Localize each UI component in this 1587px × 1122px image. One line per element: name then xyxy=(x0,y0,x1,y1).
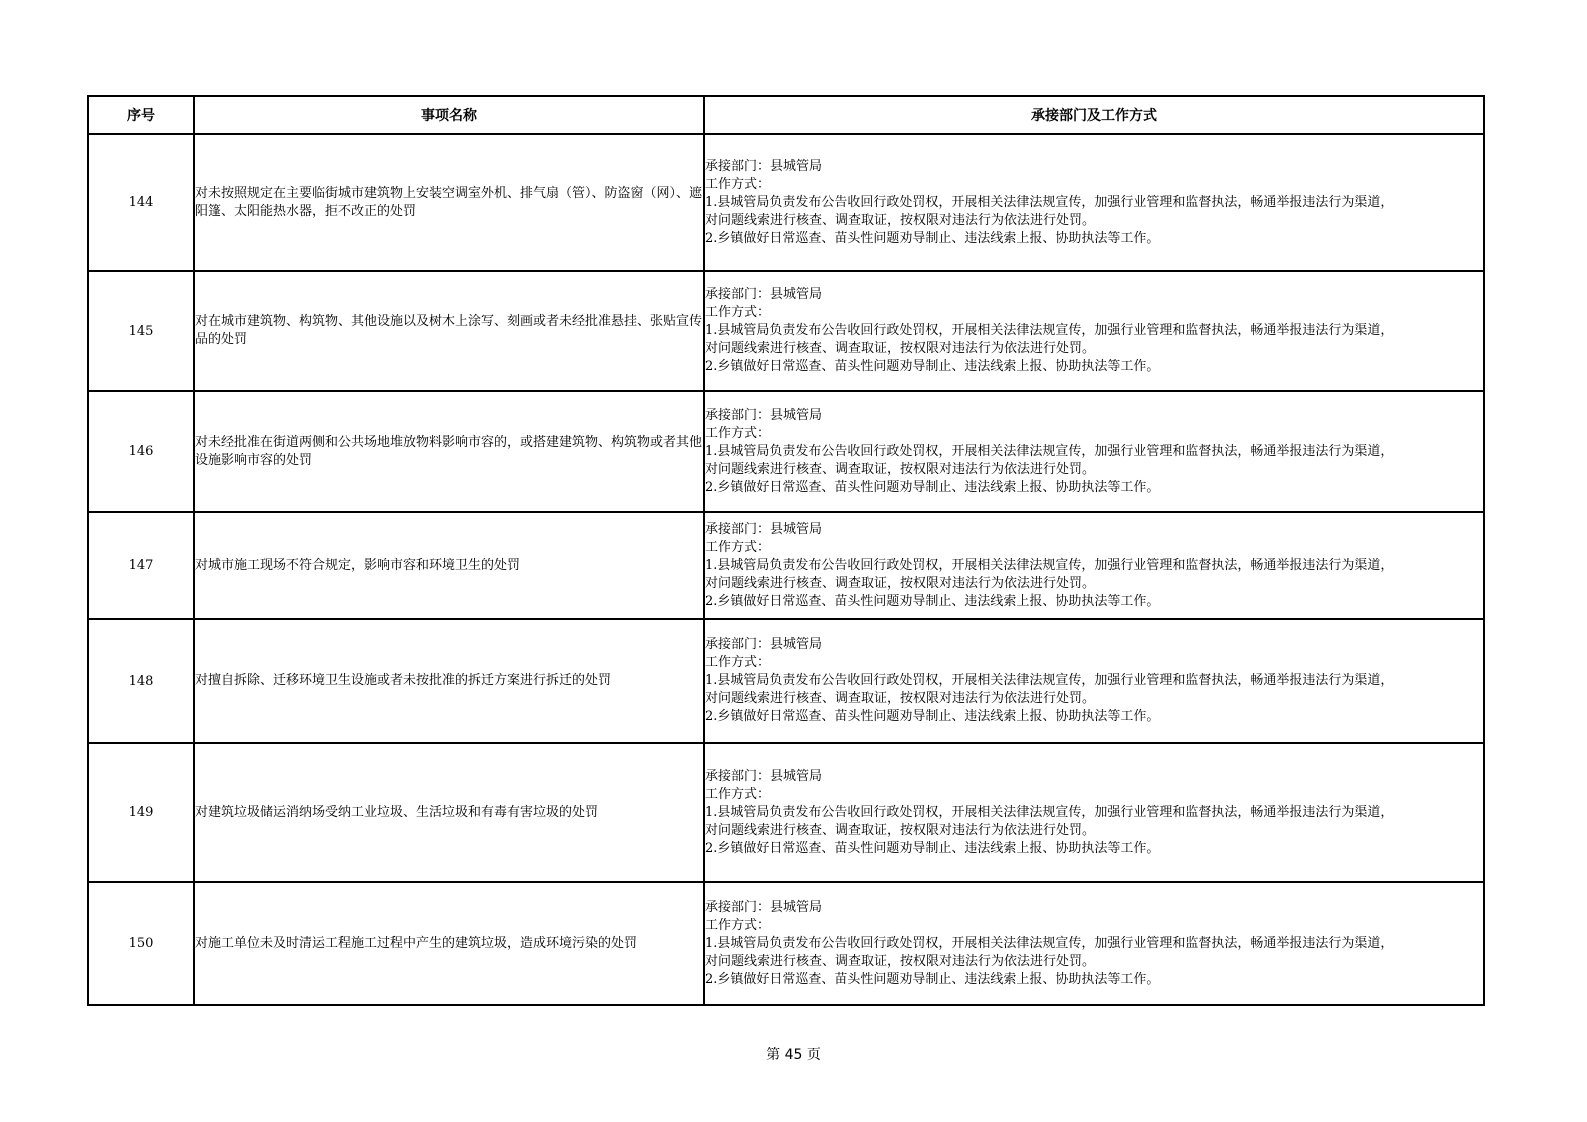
row-matter-name: 对建筑垃圾储运消纳场受纳工业垃圾、生活垃圾和有毒有害垃圾的处罚 xyxy=(194,743,704,882)
row-serial-number: 147 xyxy=(88,512,194,619)
method-title: 工作方式： xyxy=(705,917,771,933)
row-serial-number: 145 xyxy=(88,271,194,391)
row-department-method xyxy=(704,619,1484,743)
method-step-1-cont: 对问题线索进行核查、调查取证，按权限对违法行为依法进行处罚。 xyxy=(705,575,1096,591)
header-matter-name: 事项名称 xyxy=(194,96,704,134)
row-serial-number: 144 xyxy=(88,134,194,271)
method-step-2: 2.乡镇做好日常巡查、苗头性问题劝导制止、违法线索上报、协助执法等工作。 xyxy=(705,709,1160,724)
row-serial-number: 146 xyxy=(88,391,194,512)
department-line: 承接部门：县城管局 xyxy=(705,637,823,652)
row-department-method xyxy=(704,512,1484,619)
table-header-row xyxy=(88,96,1484,134)
method-step-1: 1.县城管局负责发布公告收回行政处罚权，开展相关法律法规宣传，加强行业管理和监督执法，畅通举报违法行为渠道， xyxy=(705,323,1394,338)
row-department-method xyxy=(704,134,1484,271)
department-line: 承接部门：县城管局 xyxy=(705,158,823,174)
row-matter-name: 对在城市建筑物、构筑物、其他设施以及树木上涂写、刻画或者未经批准悬挂、张贴宣传品的处罚 xyxy=(194,271,704,391)
method-step-1: 1.县城管局负责发布公告收回行政处罚权，开展相关法律法规宣传，加强行业管理和监督执法，畅通举报违法行为渠道， xyxy=(705,935,1394,951)
row-department-method xyxy=(704,391,1484,512)
method-step-1: 1.县城管局负责发布公告收回行政处罚权，开展相关法律法规宣传，加强行业管理和监督执法，畅通举报违法行为渠道， xyxy=(705,194,1394,210)
row-matter-name: 对擅自拆除、迁移环境卫生设施或者未按批准的拆迁方案进行拆迁的处罚 xyxy=(194,619,704,743)
page-number: 第 45 页 xyxy=(766,1047,821,1063)
method-title: 工作方式： xyxy=(705,655,771,670)
row-matter-name: 对施工单位未及时清运工程施工过程中产生的建筑垃圾，造成环境污染的处罚 xyxy=(194,882,704,1005)
table-row xyxy=(88,743,1484,882)
table-row xyxy=(88,882,1484,1005)
header-serial-number: 序号 xyxy=(88,96,194,134)
row-matter-name: 对未经批准在街道两侧和公共场地堆放物料影响市容的，或搭建建筑物、构筑物或者其他设施影响市容的处罚 xyxy=(194,391,704,512)
table-row xyxy=(88,134,1484,271)
method-step-2: 2.乡镇做好日常巡查、苗头性问题劝导制止、违法线索上报、协助执法等工作。 xyxy=(705,840,1160,856)
table-row xyxy=(88,512,1484,619)
row-serial-number: 150 xyxy=(88,882,194,1005)
method-step-1-cont: 对问题线索进行核查、调查取证，按权限对违法行为依法进行处罚。 xyxy=(705,461,1096,477)
row-matter-name: 对城市施工现场不符合规定，影响市容和环境卫生的处罚 xyxy=(194,512,704,619)
method-title: 工作方式： xyxy=(705,539,771,555)
method-step-1-cont: 对问题线索进行核查、调查取证，按权限对违法行为依法进行处罚。 xyxy=(705,822,1096,838)
matters-table xyxy=(87,95,1485,1006)
department-line: 承接部门：县城管局 xyxy=(705,768,823,784)
method-step-2: 2.乡镇做好日常巡查、苗头性问题劝导制止、违法线索上报、协助执法等工作。 xyxy=(705,479,1160,495)
row-department-method xyxy=(704,882,1484,1005)
method-step-1: 1.县城管局负责发布公告收回行政处罚权，开展相关法律法规宣传，加强行业管理和监督执法，畅通举报违法行为渠道， xyxy=(705,804,1394,820)
row-department-method xyxy=(704,743,1484,882)
method-title: 工作方式： xyxy=(705,305,771,320)
method-step-1-cont: 对问题线索进行核查、调查取证，按权限对违法行为依法进行处罚。 xyxy=(705,212,1096,228)
row-department-method xyxy=(704,271,1484,391)
method-step-1: 1.县城管局负责发布公告收回行政处罚权，开展相关法律法规宣传，加强行业管理和监督执法，畅通举报违法行为渠道， xyxy=(705,443,1394,459)
row-serial-number: 148 xyxy=(88,619,194,743)
method-step-2: 2.乡镇做好日常巡查、苗头性问题劝导制止、违法线索上报、协助执法等工作。 xyxy=(705,593,1160,609)
department-line: 承接部门：县城管局 xyxy=(705,521,823,537)
department-line: 承接部门：县城管局 xyxy=(705,407,823,423)
table-row xyxy=(88,619,1484,743)
row-matter-name: 对未按照规定在主要临街城市建筑物上安装空调室外机、排气扇（管）、防盗窗（网）、遮阳篷、太阳能热水器，拒不改正的处罚 xyxy=(194,134,704,271)
department-line: 承接部门：县城管局 xyxy=(705,899,823,915)
method-title: 工作方式： xyxy=(705,786,771,802)
method-title: 工作方式： xyxy=(705,425,771,441)
header-department-method: 承接部门及工作方式 xyxy=(704,96,1484,134)
method-step-1: 1.县城管局负责发布公告收回行政处罚权，开展相关法律法规宣传，加强行业管理和监督执法，畅通举报违法行为渠道， xyxy=(705,557,1394,573)
table-row xyxy=(88,391,1484,512)
method-step-1-cont: 对问题线索进行核查、调查取证，按权限对违法行为依法进行处罚。 xyxy=(705,691,1096,706)
department-line: 承接部门：县城管局 xyxy=(705,287,823,302)
table-row xyxy=(88,271,1484,391)
method-title: 工作方式： xyxy=(705,176,771,192)
method-step-1-cont: 对问题线索进行核查、调查取证，按权限对违法行为依法进行处罚。 xyxy=(705,953,1096,969)
method-step-2: 2.乡镇做好日常巡查、苗头性问题劝导制止、违法线索上报、协助执法等工作。 xyxy=(705,359,1160,374)
row-serial-number: 149 xyxy=(88,743,194,882)
method-step-1: 1.县城管局负责发布公告收回行政处罚权，开展相关法律法规宣传，加强行业管理和监督执法，畅通举报违法行为渠道， xyxy=(705,673,1394,688)
method-step-2: 2.乡镇做好日常巡查、苗头性问题劝导制止、违法线索上报、协助执法等工作。 xyxy=(705,230,1160,246)
method-step-2: 2.乡镇做好日常巡查、苗头性问题劝导制止、违法线索上报、协助执法等工作。 xyxy=(705,971,1160,987)
method-step-1-cont: 对问题线索进行核查、调查取证，按权限对违法行为依法进行处罚。 xyxy=(705,341,1096,356)
